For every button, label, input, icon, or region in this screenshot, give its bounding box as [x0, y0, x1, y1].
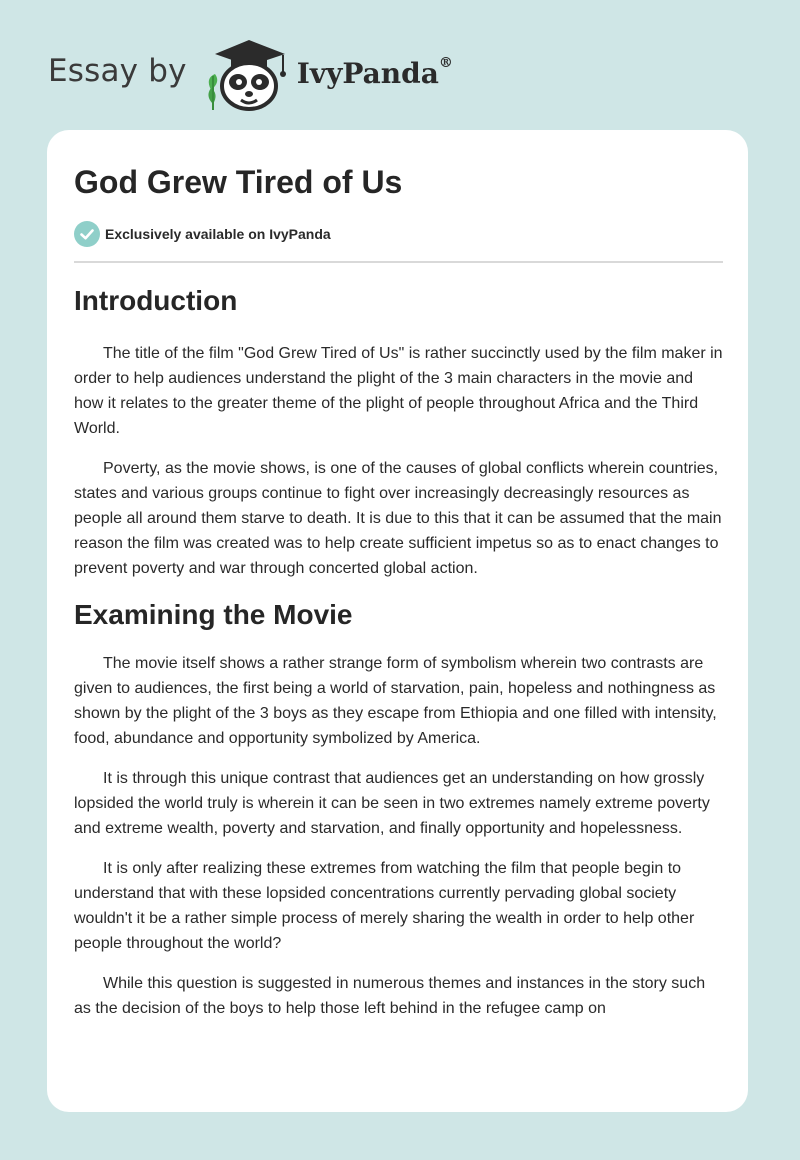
paragraph: It is through this unique contrast that audiences get an understanding on how grossly lopsided the world truly is wherein it can be seen in two extremes namely extreme poverty and extreme wealth, poverty and starvation, and finally opportunity and hopelessness. [74, 770, 710, 838]
check-circle-icon [74, 221, 100, 247]
page-title: God Grew Tired of Us [74, 164, 403, 200]
panda-graduate-icon [203, 34, 293, 114]
essay-body [74, 280, 724, 1021]
brand-name[interactable]: IvyPanda® [296, 54, 453, 90]
paragraph: Poverty, as the movie shows, is one of the causes of global conflicts wherein countries, states and various groups continue to fight over increasingly decreasingly resources as people all around them starve to death. It is due to this that it can be assumed that the main reason the film was created was to help create sufficient impetus so as to enact changes to prevent poverty and war through concerted global action. [74, 459, 722, 577]
essay-card [47, 130, 748, 1112]
badge-text: Exclusively available on IvyPanda [105, 226, 331, 242]
section-heading: Examining the Movie [74, 598, 353, 630]
paragraph: The movie itself shows a rather strange form of symbolism wherein two contrasts are given to audiences, the first being a world of starvation, pain, hopeless and nothingness as shown by the plight of the 3 boys as they escape from Ethiopia and one filled with intensity, food, abundance and opportunity symbolized by America. [74, 655, 717, 748]
exclusive-badge [74, 221, 331, 247]
section-heading: Introduction [74, 285, 238, 316]
divider [74, 261, 723, 263]
paragraph: The title of the film "God Grew Tired of Us" is rather succinctly used by the film maker in order to help audiences understand the plight of the 3 main characters in the movie and how it relates to the greater theme of the plight of people throughout Africa and the Third World. [74, 344, 723, 437]
site-header [48, 34, 453, 114]
essay-by-label: Essay by [48, 53, 187, 89]
paragraph: It is only after realizing these extremes from watching the film that people begin to understand that with these lopsided concentrations currently pervading global society wouldn't it be a rather simple process of merely sharing the wealth in order to help other people throughout the world? [74, 860, 695, 953]
paragraph: While this question is suggested in numerous themes and instances in the story such as the decision of the boys to help those left behind in the refugee camp on [74, 975, 706, 1018]
